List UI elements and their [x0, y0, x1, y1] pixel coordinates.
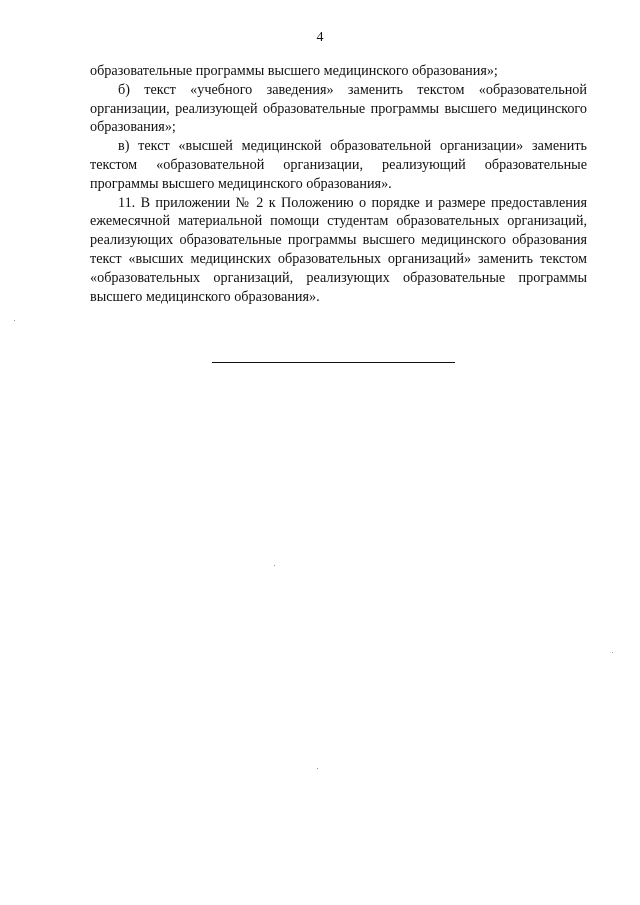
page-number: 4: [316, 30, 324, 45]
paragraph-continuation: образовательные программы высшего медицинского образования»;: [90, 63, 498, 79]
scan-speck: [14, 320, 15, 321]
document-body: [90, 62, 587, 306]
paragraph-item-b: б) текст «учебного заведения» заменить текстом «образовательной организации, реализующей образовательные программы высшего медицинского образования»;: [90, 81, 587, 136]
scan-speck: [612, 652, 613, 653]
scan-speck: [274, 565, 275, 566]
paragraph-item-v: в) текст «высшей медицинской образовательной организации» заменить текстом «образовательной организации, реализующий образовательные программы высшего медицинского образования».: [90, 138, 587, 192]
paragraph-point-11: 11. В приложении № 2 к Положению о порядке и размере предоставления ежемесячной материальной помощи студентам образовательных организаций, реализующих образовательные программы высшего медицинского образования текст «высших медицинских образовательных организаций» заменить текстом «образовательных организаций, реализующих образовательные программы высшего медицинского образования».: [90, 194, 587, 305]
scan-speck: [317, 768, 318, 769]
end-divider-line: [212, 362, 455, 363]
